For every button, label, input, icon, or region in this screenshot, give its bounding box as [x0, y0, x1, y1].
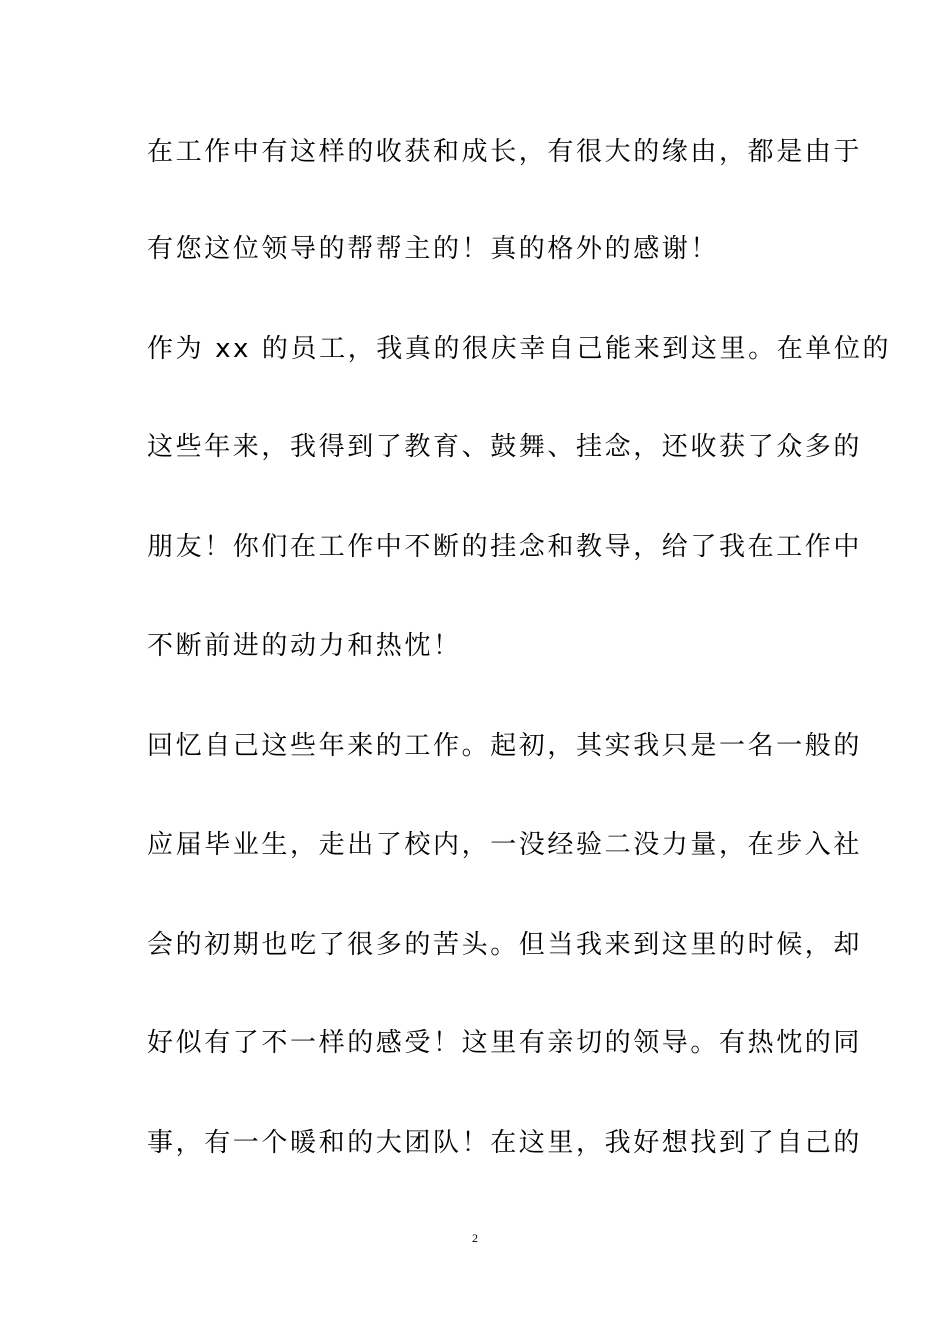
text-line: 回忆自己这些年来的工作。起初，其实我只是一名一般的 [147, 731, 863, 761]
text-line: 朋友！你们在工作中不断的挂念和教导，给了我在工作中 [147, 532, 863, 562]
text-line: 作为 xx 的员工，我真的很庆幸自己能来到这里。在单位的 [147, 334, 892, 364]
text-line: 这些年来，我得到了教育、鼓舞、挂念，还收获了众多的 [147, 432, 863, 462]
text-line: 好似有了不一样的感受！这里有亲切的领导。有热忱的同 [147, 1028, 863, 1058]
text-line: 在工作中有这样的收获和成长，有很大的缘由，都是由于 [147, 137, 863, 167]
text-line: 事，有一个暖和的大团队！在这里，我好想找到了自己的 [147, 1128, 863, 1158]
text-line: 应届毕业生，走出了校内，一没经验二没力量，在步入社 [147, 830, 863, 860]
text-line: 有您这位领导的帮帮主的！真的格外的感谢！ [147, 234, 720, 264]
text-line: 会的初期也吃了很多的苦头。但当我来到这里的时候，却 [147, 930, 863, 960]
text-line: 不断前进的动力和热忱！ [147, 631, 462, 661]
page-number: 2 [472, 1231, 478, 1245]
